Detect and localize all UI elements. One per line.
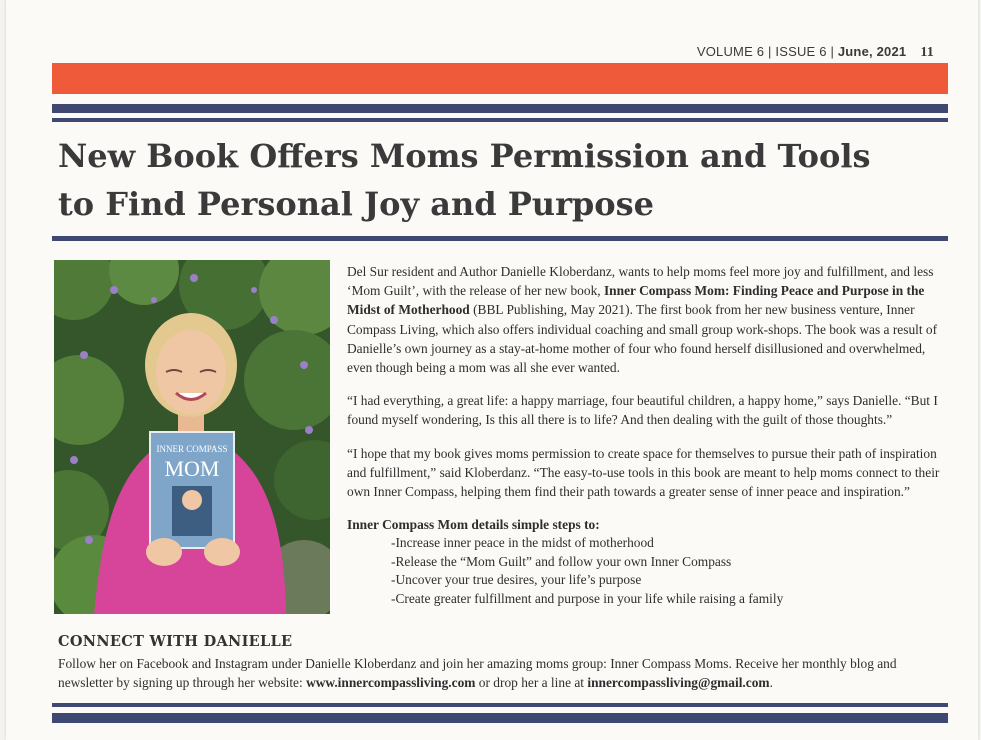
- headline-line-1: New Book Offers Moms Permission and Tools: [58, 137, 871, 175]
- email-link[interactable]: innercompassliving@gmail.com: [587, 675, 770, 690]
- connect-text: [58, 654, 948, 692]
- connect-text-a: Follow her on Facebook and Instagram under Danielle Kloberdanz and join her amazing moms group: Inner Compass Moms. Receive her monthly blog and newsletter by signing up through her website:: [58, 656, 897, 690]
- list-item: -Release the “Mom Guilt” and follow your own Inner Compass: [391, 553, 732, 569]
- list-item: -Create greater fulfillment and purpose in your life while raising a family: [391, 590, 784, 606]
- list-item: -Uncover your true desires, your life’s purpose: [391, 572, 642, 588]
- steps-heading: Inner Compass Mom details simple steps to:: [347, 517, 600, 533]
- issue-info: [697, 44, 934, 61]
- list-item: -Increase inner peace in the midst of motherhood: [391, 535, 654, 551]
- author-photo: [54, 260, 330, 614]
- navy-rule-top: [52, 104, 948, 113]
- paragraph-quote-2: “I hope that my book gives moms permission to create space for themselves to pursue their path of inspiration and fulfillment,” said Kloberdanz. “The easy-to-use tools in this book are meant to help moms connect to their own Inner Compass, helping them find their path towards a greater sense of inner peace and inspiration.”: [347, 445, 940, 500]
- website-link[interactable]: www.innercompassliving.com: [306, 675, 476, 690]
- navy-rule-bottom: [52, 713, 948, 723]
- book-cover-title: MOM: [164, 456, 220, 481]
- orange-header-band: [52, 63, 948, 94]
- newspaper-page: [6, 0, 978, 740]
- paragraph-quote-1: “I had everything, a great life: a happy marriage, four beautiful children, a happy home,” says Danielle. “But I found myself wondering, Is this all there is to life? And then dealing with the guilt of those thoughts.”: [347, 393, 938, 428]
- navy-rule-thin: [52, 118, 948, 122]
- connect-section: [58, 632, 948, 692]
- article-body: [347, 262, 952, 608]
- book-title: Inner Compass Mom: Finding Peace and Purpose in the Midst of Motherhood: [347, 283, 925, 318]
- book-cover-top: INNER COMPASS: [156, 444, 228, 454]
- connect-text-c: .: [769, 675, 773, 690]
- headline-line-2: to Find Personal Joy and Purpose: [58, 185, 655, 223]
- intro-text-cont: (BBL Publishing, May 2021). The first book from her new business venture, Inner Compass Living, which also offers individual coaching and small group work-shops. The book was a result of Danielle’s own journey as a stay-at-home mother of four who found herself disillusioned and overwhelmed, even though being a mom was all she ever wanted.: [347, 302, 938, 376]
- navy-rule-under-headline: [52, 236, 948, 241]
- intro-text: Del Sur resident and Author Danielle Kloberdanz, wants to help moms feel more joy and fulfillment, and less ‘Mom Guilt’, with the release of her new book,: [347, 264, 934, 299]
- volume-issue: VOLUME 6 | ISSUE 6 |: [696, 44, 838, 59]
- connect-heading: CONNECT WITH DANIELLE: [58, 633, 293, 650]
- article-headline: [58, 132, 948, 228]
- issue-date: June, 2021: [837, 44, 907, 59]
- connect-text-b: or drop her a line at: [475, 675, 588, 690]
- page-number: 11: [920, 45, 934, 60]
- author-holding-book-photo: [54, 260, 330, 614]
- navy-rule-bottom-thin: [52, 703, 948, 707]
- steps-list: [347, 534, 952, 608]
- paragraph-intro: [347, 262, 952, 377]
